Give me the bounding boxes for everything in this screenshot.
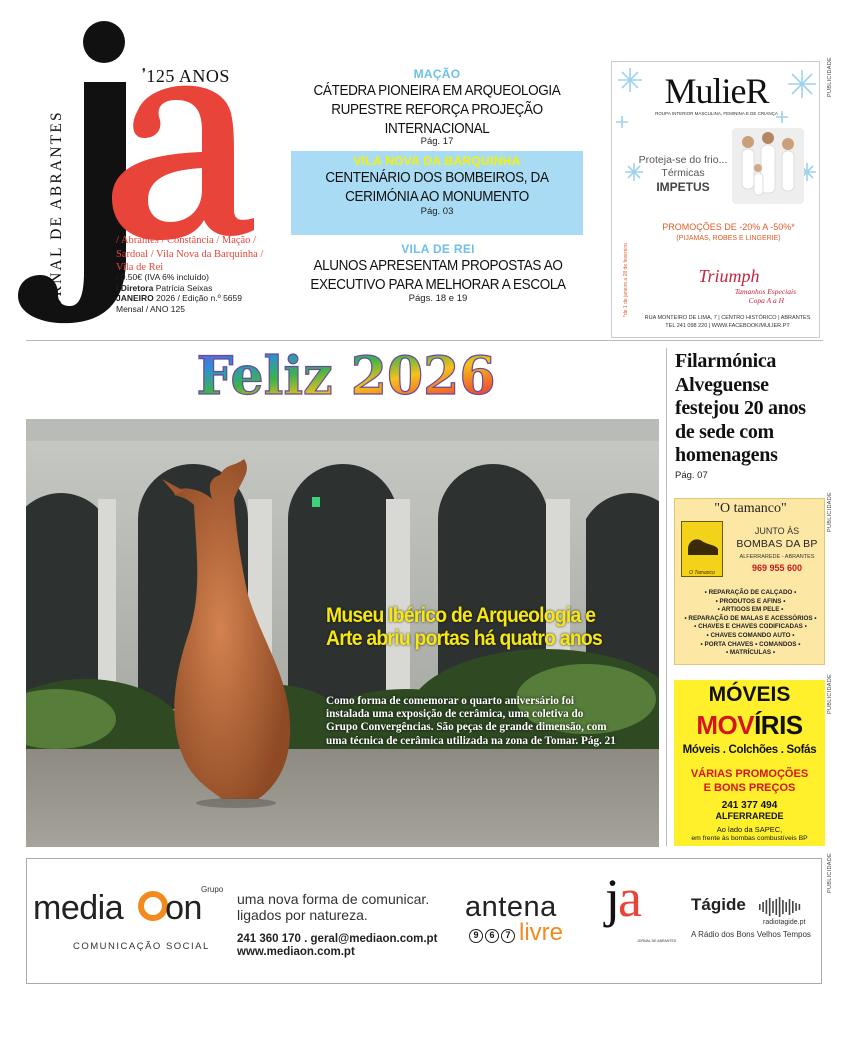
section-label: MAÇÃO xyxy=(413,67,461,81)
ja-small-logo: ja xyxy=(605,868,640,928)
livre-word: livre xyxy=(519,919,564,946)
moviris-near-1: Ao lado da SAPEC, xyxy=(716,825,783,834)
tamanco-location: ALFERRAREDE - ABRANTES xyxy=(739,554,815,560)
feliz-2026-title xyxy=(190,336,502,416)
mulier-thermal: Térmicas xyxy=(661,167,705,179)
triumph-cups: Copa A a H xyxy=(748,296,784,305)
section-label: VILA NOVA DA BARQUINHA xyxy=(353,154,521,168)
mediaon-logo: media on xyxy=(33,889,202,927)
tamanco-name: "O tamanco" xyxy=(714,501,787,516)
soundwave-bar xyxy=(759,904,761,910)
moviris-logo: MOVÍRIS xyxy=(696,710,803,740)
moviris-moveis: MÓVEIS xyxy=(708,683,791,706)
director: / Diretora Patrícia Seixas xyxy=(116,282,213,293)
cover-story-text: Como forma de comemorar o quarto aniversário foi instalada uma exposição de cerâmica, uma coletiva do Grupo Convergências. São peças de grande dimensão, com uma técnica de cerâmica utilizada na zona de Tomar. Pág. 21 xyxy=(326,695,616,747)
tamanco-service-item: • CHAVES E CHAVES CODIFICADAS • xyxy=(694,623,807,631)
side-story-page: Pág. 07 xyxy=(675,470,708,481)
anniversary-label: ❜125 ANOS xyxy=(142,66,230,86)
frequency-digit: 9 xyxy=(469,929,483,943)
logo-letter-a xyxy=(108,70,258,240)
tamanco-logo: O Tamanco xyxy=(681,521,723,577)
pub-label: PUBLICIDADE xyxy=(827,853,833,893)
ja-small-tag: JORNAL DE ABRANTES xyxy=(637,939,677,943)
moviris-promo-1: VÁRIAS PROMOÇÕES xyxy=(690,768,809,780)
ad-mulier[interactable] xyxy=(611,61,820,338)
mulier-promo-items: (PIJAMAS, ROBES E LINGERIE) xyxy=(676,235,781,242)
section-label: VILA DE REI xyxy=(401,242,475,256)
headline-page: Pág. 03 xyxy=(420,206,454,217)
ad-moviris[interactable] xyxy=(674,680,825,846)
price: / 0.50€ (IVA 6% incluído) xyxy=(116,272,209,282)
on-circle-icon xyxy=(138,891,168,921)
mulier-tagline: ROUPA INTERIOR MASCULINA, FEMININA E DE CRIANÇA xyxy=(655,111,778,116)
frequency-digit: 6 xyxy=(485,929,499,943)
tamanco-service-item: • ARTIGOS EM PELE • xyxy=(717,606,784,614)
tamanco-near: JUNTO ÀS xyxy=(754,526,800,536)
soundwave-bar xyxy=(789,899,791,915)
headline-barquinha[interactable] xyxy=(291,151,583,235)
tamanco-service-item: • REPARAÇÃO DE CALÇADO • xyxy=(704,589,797,596)
tamanco-service-item: • PORTA CHAVES • COMANDOS • xyxy=(700,640,801,648)
mulier-protect: Proteja-se do frio... xyxy=(638,154,728,166)
mediaon-contacts: 241 360 170 . geral@mediaon.com.pt xyxy=(237,933,438,945)
triumph-logo: Triumph xyxy=(698,266,760,286)
tamanco-service-item: • REPARAÇÃO DE MALAS E ACESSÓRIOS • xyxy=(684,614,817,622)
soundwave-icon xyxy=(759,897,803,917)
mediaon-banner[interactable] xyxy=(26,858,822,984)
side-story-title[interactable]: Filarmónica Alveguense festejou 20 anos de sede com homenagens xyxy=(675,350,806,466)
pub-label: PUBLICIDADE xyxy=(827,57,833,97)
antena-livre-logo: antena xyxy=(465,891,557,923)
soundwave-bar xyxy=(769,898,771,916)
mediaon-slogan-2: ligados por natureza. xyxy=(237,907,368,923)
soundwave-bar xyxy=(779,897,781,917)
tamanco-service-item: • CHAVES COMANDO AUTO • xyxy=(706,631,795,639)
headline-title: ALUNOS APRESENTAM PROPOSTAS AO EXECUTIVO PARA MELHORAR A ESCOLA xyxy=(310,257,566,293)
tamanco-phone: 969 955 600 xyxy=(751,563,803,573)
tagide-logo: Tágide xyxy=(691,895,746,914)
headline-title: CENTENÁRIO DOS BOMBEIROS, DA CERIMÓNIA AO MONUMENTO xyxy=(325,169,549,205)
pub-label: PUBLICIDADE xyxy=(827,674,833,714)
regions-list: / Abrantes / Constância / Mação / Sardoal / Vila Nova da Barquinha / Vila de Rei xyxy=(116,235,264,273)
masthead-meta xyxy=(116,272,242,314)
headline-macao[interactable] xyxy=(278,67,596,147)
headline-page: Págs. 18 e 19 xyxy=(408,293,468,304)
moviris-near-2: em frente às bombas combustíveis BP xyxy=(691,835,808,842)
headline-vila-de-rei[interactable] xyxy=(290,242,586,304)
triumph-sizes: Tamanhos Especiais xyxy=(734,287,796,296)
moviris-promo-2: E BONS PREÇOS xyxy=(703,782,796,794)
mulier-contact: TEL 241 098 220 | WWW.FACEBOOK/MULIER.PT xyxy=(665,323,790,329)
headline-title: CÁTEDRA PIONEIRA EM ARQUEOLOGIA RUPESTRE REFORÇA PROJEÇÃO INTERNACIONAL xyxy=(313,82,561,137)
moviris-place: ALFERRAREDE xyxy=(715,811,784,821)
mulier-dates: *de 1 de janeiro a 28 de fevereiro xyxy=(623,243,629,317)
tamanco-service-item: • MATRÍCULAS • xyxy=(725,649,776,657)
moviris-products: Móveis . Colchões . Sofás xyxy=(682,744,817,756)
tamanco-station: BOMBAS DA BP xyxy=(736,538,818,550)
frequency: Mensal / ANO 125 xyxy=(116,303,185,314)
mediaon-grupo: Grupo xyxy=(201,885,224,894)
mediaon-social: COMUNICAÇÃO SOCIAL xyxy=(73,941,210,952)
cover-story-title[interactable]: Museu Ibérico de Arqueologia e Arte abriu portas há quatro anos xyxy=(326,604,602,650)
mulier-logo: MulieR xyxy=(664,71,769,111)
tamanco-services xyxy=(675,589,825,658)
soundwave-bar xyxy=(782,900,784,914)
ad-tamanco[interactable] xyxy=(674,498,825,665)
shoe-icon xyxy=(682,525,722,565)
soundwave-bar xyxy=(795,903,797,911)
mulier-address: RUA MONTEIRO DE LIMA, 7 | CENTRO HISTÓRICO | ABRANTES xyxy=(644,315,811,321)
soundwave-bar xyxy=(785,902,787,912)
family-photo xyxy=(732,128,804,204)
frequency-badges xyxy=(469,925,517,943)
moviris-phone: 241 377 494 xyxy=(721,800,778,811)
masthead-vertical-title: JORNAL DE ABRANTES xyxy=(48,110,65,318)
soundwave-bar xyxy=(776,899,778,915)
edition: JANEIRO 2026 / Edição n.º 5659 xyxy=(116,293,242,303)
svg-text:Feliz 2026: Feliz 2026 xyxy=(196,346,496,407)
soundwave-bar xyxy=(772,901,774,913)
soundwave-bar xyxy=(762,902,764,912)
tagide-site: radiotagide.pt xyxy=(763,919,806,926)
mediaon-website: www.mediaon.com.pt xyxy=(237,946,355,958)
column-divider xyxy=(666,348,667,846)
soundwave-bar xyxy=(792,901,794,913)
mulier-impetus: IMPETUS xyxy=(656,180,710,194)
mulier-promo: PROMOÇÕES DE -20% A -50%* xyxy=(662,222,795,232)
tagide-slogan: A Rádio dos Bons Velhos Tempos xyxy=(691,930,811,939)
frequency-digit: 7 xyxy=(501,929,515,943)
pub-label: PUBLICIDADE xyxy=(827,492,833,532)
mediaon-slogan-1: uma nova forma de comunicar. xyxy=(237,891,430,907)
soundwave-bar xyxy=(766,900,768,914)
tamanco-service-item: • PRODUTOS E AFINS • xyxy=(715,597,786,605)
soundwave-bar xyxy=(799,904,801,910)
headline-page: Pág. 17 xyxy=(420,136,454,147)
